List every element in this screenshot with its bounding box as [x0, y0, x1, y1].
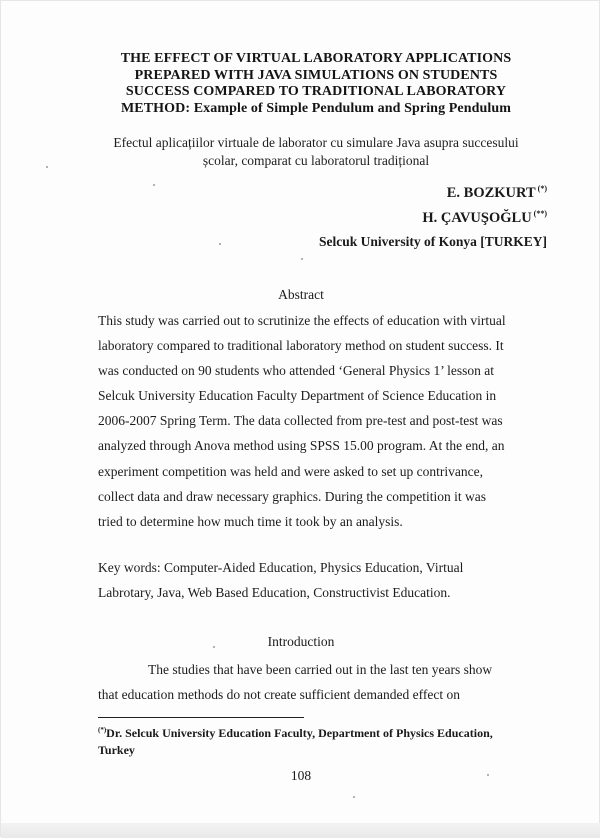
- footnote-line: Turkey: [98, 742, 135, 757]
- abstract-line: Selcuk University Education Faculty Department of Science Education in: [98, 388, 497, 404]
- title-ro-line: școlar, comparat cu laboratorul tradițional: [202, 153, 430, 168]
- title-ro-line: Efectul aplicațiilor virtuale de laborator cu simulare Java asupra succesului: [113, 135, 519, 150]
- title-line: PREPARED WITH JAVA SIMULATIONS ON STUDENTS: [134, 67, 498, 83]
- affiliation: Selcuk University of Konya [TURKEY]: [318, 234, 547, 249]
- abstract-heading: Abstract: [278, 287, 324, 302]
- title-line: THE EFFECT OF VIRTUAL LABORATORY APPLICATIONS: [120, 51, 512, 66]
- keywords: [98, 555, 548, 605]
- scan-speck: [153, 184, 155, 186]
- keywords-line: Key words: Computer-Aided Education, Physics Education, Virtual: [98, 560, 464, 575]
- footnote-line: [98, 722, 538, 742]
- scan-speck: [353, 796, 355, 798]
- scan-speck: [213, 646, 215, 648]
- scan-speck: [46, 166, 48, 168]
- title-line: SUCCESS COMPARED TO TRADITIONAL LABORATORY: [125, 84, 507, 99]
- title-line: METHOD: Example of Simple Pendulum and Spring Pendulum: [120, 100, 512, 116]
- paper-title-romanian: [81, 134, 551, 170]
- author-footnote-mark: (**): [533, 209, 547, 218]
- keywords-line: Labrotary, Java, Web Based Education, Constructivist Education.: [98, 585, 451, 601]
- abstract-line: This study was carried out to scrutinize the effects of education with virtual: [98, 313, 506, 328]
- abstract-line: 2006-2007 Spring Term. The data collected from pre-test and post-test was: [98, 413, 503, 429]
- author-1: [447, 184, 547, 202]
- author-name: E. BOZKURT: [446, 185, 536, 201]
- introduction-line: The studies that have been carried out in the last ten years show: [148, 662, 493, 677]
- scan-speck: [219, 243, 221, 245]
- scan-speck: [487, 774, 489, 776]
- abstract-line: laboratory compared to traditional laboratory method on student success. It: [98, 338, 504, 354]
- abstract-line: tried to determine how much time it took by an analysis.: [98, 513, 403, 529]
- author-2: [422, 209, 547, 227]
- paper-title-english: [96, 51, 536, 117]
- introduction-line: that education methods do not create sufficient demanded effect on: [98, 687, 460, 703]
- footnote-divider: [98, 717, 304, 718]
- abstract-line: was conducted on 90 students who attended ‘General Physics 1’ lesson at: [98, 363, 495, 379]
- introduction-body: [98, 657, 548, 707]
- footnote-mark: (*): [98, 726, 107, 734]
- abstract-body: [98, 308, 548, 534]
- abstract-line: analyzed through Anova method using SPSS 15.00 program. At the end, an: [98, 438, 505, 454]
- scan-speck: [301, 258, 303, 260]
- author-name: H. ÇAVUŞOĞLU: [422, 210, 532, 226]
- abstract-line: collect data and draw necessary graphics. During the competition it was: [98, 488, 486, 504]
- abstract-line: experiment competition was held and were asked to set up contrivance,: [98, 463, 483, 479]
- scan-edge: [1, 823, 600, 838]
- footnote: [98, 722, 538, 758]
- author-footnote-mark: (*): [537, 184, 547, 193]
- introduction-heading: Introduction: [267, 634, 335, 649]
- page-number: 108: [290, 768, 312, 783]
- footnote-text: Dr. Selcuk University Education Faculty, Department of Physics Education,: [106, 726, 493, 740]
